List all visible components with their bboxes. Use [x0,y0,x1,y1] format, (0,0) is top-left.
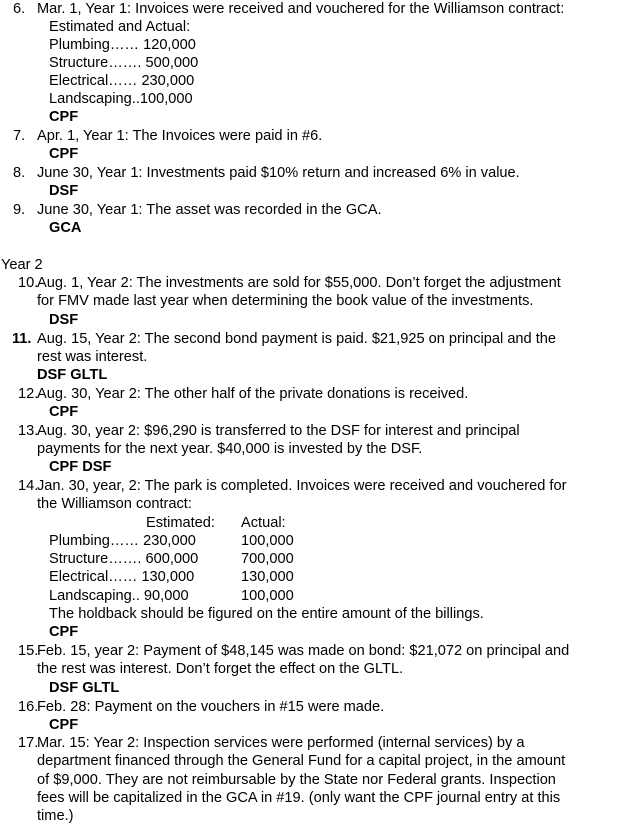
item-text: Feb. 28: Payment on the vouchers in #15 were made. [37,699,385,715]
item-text: Mar. 1, Year 1: Invoices were received and vouchered for the Williamson contract: [37,1,565,17]
fund-tag: DSF GLTL [37,367,108,383]
fund-tag: CPF [49,624,79,640]
item-number: 17. [18,735,39,751]
cost-row: Plumbing…… 120,000 [49,37,196,53]
fund-tag: CPF [49,404,79,420]
item-number: 11. [12,331,32,347]
column-header-actual: Actual: [241,515,286,531]
column-header-estimated: Estimated: [146,515,215,531]
item-text: payments for the next year. $40,000 is invested by the DSF. [37,441,423,457]
cost-row-actual: 130,000 [241,569,294,585]
sub-heading: Estimated and Actual: [49,19,191,35]
item-number: 14. [18,478,39,494]
item-text: Aug. 30, year 2: $96,290 is transferred to the DSF for interest and principal [37,423,520,439]
item-text: the Williamson contract: [37,496,192,512]
item-text: June 30, Year 1: Investments paid $10% return and increased 6% in value. [37,165,520,181]
holdback-note: The holdback should be figured on the entire amount of the billings. [49,606,484,622]
item-text: Apr. 1, Year 1: The Invoices were paid in #6. [37,128,323,144]
item-text: Aug. 15, Year 2: The second bond payment is paid. $21,925 on principal and the [37,331,557,347]
fund-tag: DSF [49,183,79,199]
cost-row-actual: 100,000 [241,588,294,604]
item-text: Aug. 1, Year 2: The investments are sold for $55,000. Don’t forget the adjustment [37,275,561,291]
item-text: of $9,000. They are not reimbursable by the State nor Federal grants. Inspection [37,772,556,788]
fund-tag: CPF [49,109,79,125]
item-number: 15. [18,643,39,659]
cost-row-actual: 100,000 [241,533,294,549]
item-number: 8. [13,165,26,181]
cost-row-actual: 700,000 [241,551,294,567]
cost-row-estimated: Structure……. 600,000 [49,551,199,567]
item-text: fees will be capitalized in the GCA in #19. (only want the CPF journal entry at this [37,790,561,806]
item-number: 16. [18,699,39,715]
cost-row: Structure……. 500,000 [49,55,199,71]
cost-row: Electrical…… 230,000 [49,73,195,89]
cost-row-estimated: Plumbing…… 230,000 [49,533,196,549]
fund-tag: DSF GLTL [49,680,120,696]
cost-row-estimated: Electrical…… 130,000 [49,569,195,585]
item-number: 9. [13,202,26,218]
cost-row-estimated: Landscaping.. 90,000 [49,588,189,604]
item-text: Mar. 15: Year 2: Inspection services were performed (internal services) by a [37,735,525,751]
item-text: the rest was interest. Don’t forget the effect on the GLTL. [37,661,404,677]
item-text: Jan. 30, year, 2: The park is completed. Invoices were received and vouchered for [37,478,567,494]
item-text: Feb. 15, year 2: Payment of $48,145 was made on bond: $21,072 on principal and [37,643,570,659]
item-text: for FMV made last year when determining the book value of the investments. [37,293,534,309]
cost-row: Landscaping..100,000 [49,91,193,107]
fund-tag: CPF [49,717,79,733]
item-number: 12. [18,386,39,402]
fund-tag: GCA [49,220,82,236]
item-text: department financed through the General Fund for a capital project, in the amount [37,753,566,769]
item-text: rest was interest. [37,349,148,365]
item-number: 13. [18,423,39,439]
item-text: June 30, Year 1: The asset was recorded in the GCA. [37,202,382,218]
item-number: 6. [13,1,26,17]
item-number: 10. [18,275,39,291]
fund-tag: CPF [49,146,79,162]
item-text: time.) [37,808,74,824]
item-number: 7. [13,128,26,144]
item-text: Aug. 30, Year 2: The other half of the private donations is received. [37,386,469,402]
fund-tag: DSF [49,312,79,328]
year-heading: Year 2 [1,257,43,273]
fund-tag: CPF DSF [49,459,112,475]
